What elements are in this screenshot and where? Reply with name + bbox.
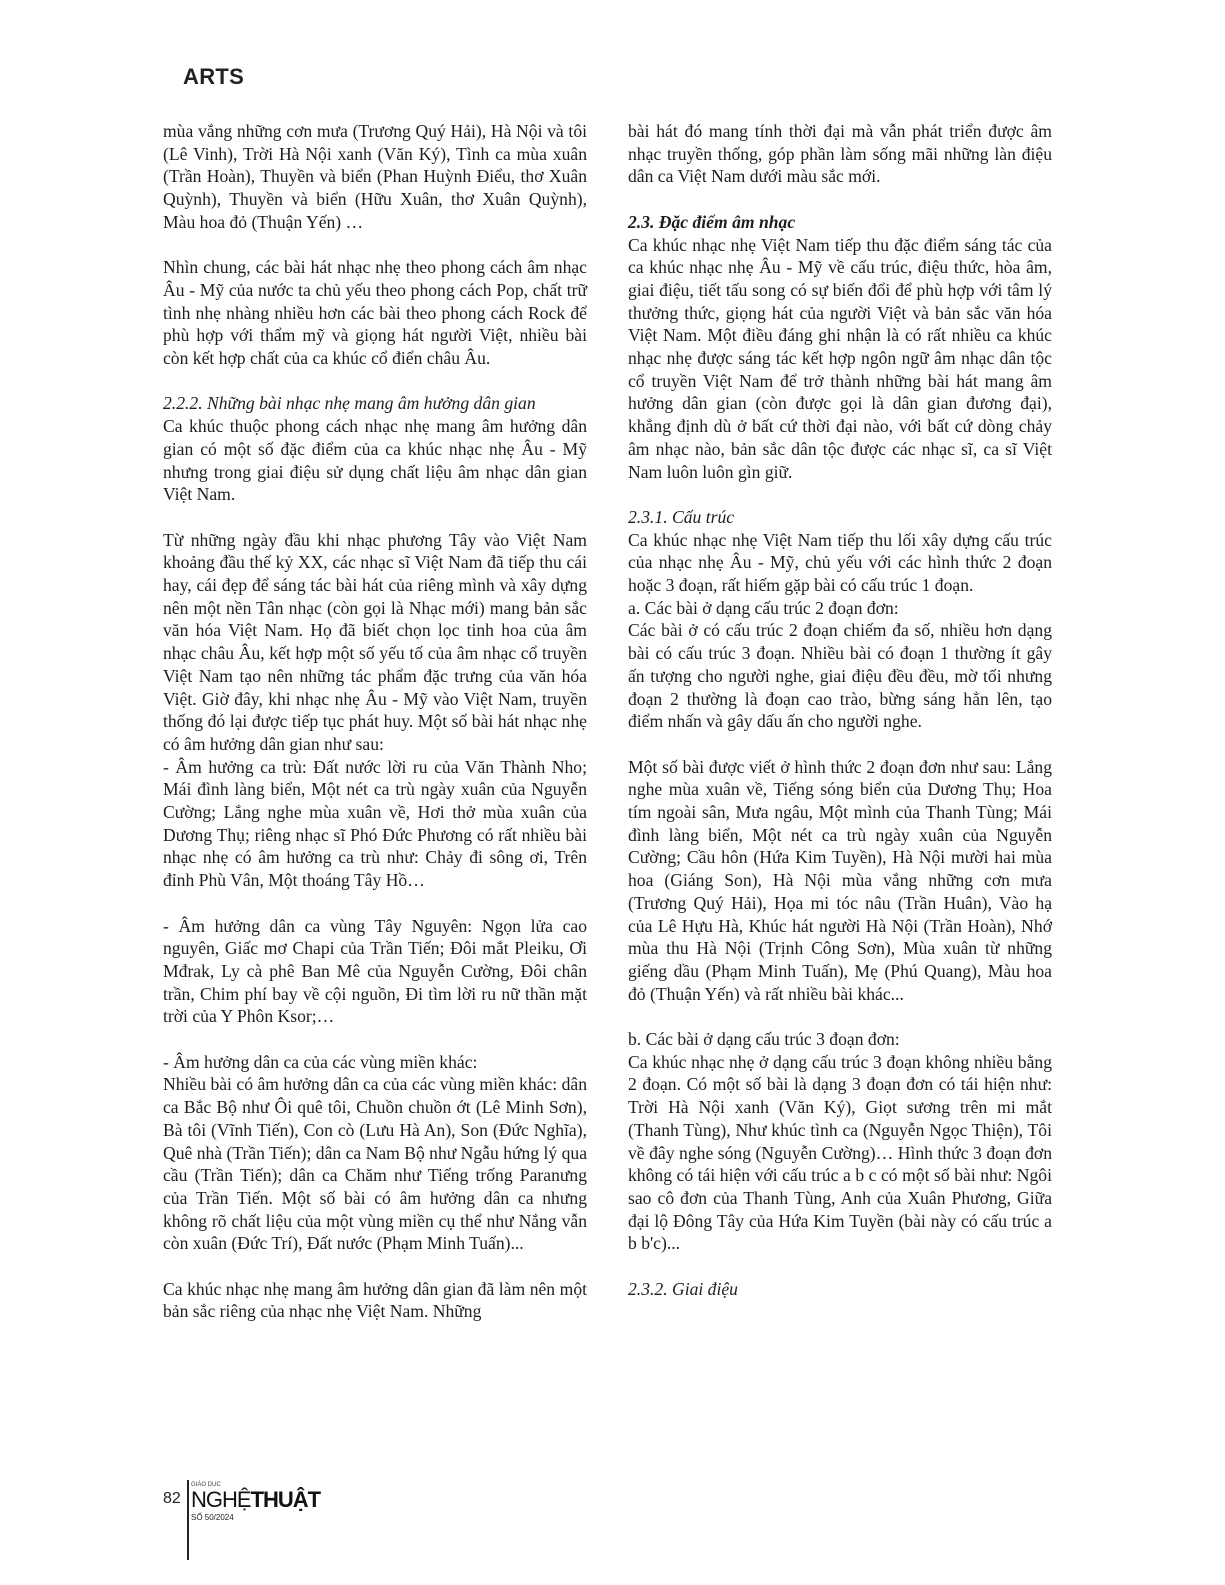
paragraph: Ca khúc nhạc nhẹ mang âm hưởng dân gian đã làm nên một bản sắc riêng của nhạc nhẹ Việt Nam. Những [163,1278,587,1322]
paragraph: Nhìn chung, các bài hát nhạc nhẹ theo phong cách âm nhạc Âu - Mỹ của nước ta chủ yếu theo phong cách Pop, chất trữ tình nhẹ nhàng nhiều hơn các bài theo phong cách Rock để phù hợp với thẩm mỹ và giọng hát người Việt, nhiều bài còn kết hợp chất của ca khúc cổ điển châu Âu. [163,257,587,369]
paragraph: Ca khúc thuộc phong cách nhạc nhẹ mang âm hưởng dân gian có một số đặc điểm của ca khúc nhạc nhẹ Âu - Mỹ nhưng trong giai điệu sử dụng chất liệu âm nhạc dân gian Việt Nam. [163,416,587,505]
magazine-small-text: GIÁO DỤC [191,1482,221,1488]
paragraph: bài hát đó mang tính thời đại mà vẫn phát triển được âm nhạc truyền thống, góp phần làm sống mãi những làn điệu dân ca Việt Nam dưới màu sắc mới. [628,121,1052,187]
left-column [163,120,587,1346]
paragraph: Ca khúc nhạc nhẹ Việt Nam tiếp thu đặc điểm sáng tác của ca khúc nhạc nhẹ Âu - Mỹ về cấu trúc, điệu thức, hòa âm, giai điệu, tiết tấu song có sự biến đổi để phù hợp với tâm lý thưởng thức, giọng hát của người Việt và bản sắc văn hóa Việt Nam. Một điều đáng ghi nhận là có rất nhiều ca khúc nhạc nhẹ được sáng tác kết hợp ngôn ngữ âm nhạc dân tộc cổ truyền Việt Nam để trở thành những bài hát mang âm hưởng dân gian (còn được gọi là dân gian đương đại), khẳng định dù ở bất cứ thời đại nào, với bất cứ dòng chảy âm nhạc nào, bản sắc dân tộc được các nhạc sĩ, ca sĩ Việt Nam luôn luôn gìn giữ. [628,234,1052,482]
paragraph: a. Các bài ở dạng cấu trúc 2 đoạn đơn: [628,597,899,618]
magazine-logo [191,1482,331,1522]
paragraph: Ca khúc nhạc nhẹ ở dạng cấu trúc 3 đoạn không nhiều bằng 2 đoạn. Có một số bài là dạng 3 đoạn đơn có tái hiện như: Trời Hà Nội xanh (Văn Ký), Giọt sương trên mi mắt (Thanh Tùng), Như khúc tình ca (Nguyễn Ngọc Thiện), Tôi về đây nghe sóng (Nguyễn Cường)… Hình thức 3 đoạn đơn không có tái hiện với cấu trúc a b c có một số bài như: Ngôi sao cô đơn của Thanh Tùng, Anh của Xuân Phương, Giữa đại lộ Đông Tây của Hứa Kim Tuyền (bài này có cấu trúc a b b'c)... [628,1051,1052,1254]
magazine-title-part2: THUẬT [250,1487,321,1512]
issue-number: SỐ 50/2024 [191,1513,234,1522]
paragraph: - Âm hưởng ca trù: Đất nước lời ru của Văn Thành Nho; Mái đình làng biển, Một nét ca trù ngày xuân của Nguyễn Cường; Lắng nghe mùa xuân về, Hơi thở mùa xuân của Dương Thụ; riêng nhạc sĩ Phó Đức Phương có rất nhiều bài nhạc nhẹ có âm hưởng ca trù như: Chảy đi sông ơi, Trên đỉnh Phù Vân, Một thoáng Tây Hồ… [163,756,587,891]
paragraph: Ca khúc nhạc nhẹ Việt Nam tiếp thu lối xây dựng cấu trúc của nhạc nhẹ Âu - Mỹ, chủ yếu với các hình thức 2 đoạn hoặc 3 đoạn, rất hiếm gặp bài có cấu trúc 1 đoạn. [628,529,1052,596]
right-column [628,120,1052,1300]
section-label: ARTS [183,64,245,89]
subsection-heading: 2.3.1. Cấu trúc [628,506,735,527]
paragraph: Các bài ở có cấu trúc 2 đoạn chiếm đa số, nhiều hơn dạng bài có cấu trúc 3 đoạn. Nhiều bài có đoạn 1 thường ít gây ấn tượng cho người nghe, giai điệu đều đều, mờ tối nhưng đoạn 2 thường là đoạn cao trào, bừng sáng hẳn lên, tạo điểm nhấn và gây dấu ấn cho người nghe. [628,620,1052,732]
page-number: 82 [163,1490,181,1507]
magazine-title [191,1489,331,1511]
paragraph: Một số bài được viết ở hình thức 2 đoạn đơn như sau: Lắng nghe mùa xuân về, Tiếng sóng biển của Dương Thụ; Hoa tím ngoài sân, Mưa ngâu, Một mình của Thanh Tùng; Mái đình làng biển, Một nét ca trù ngày xuân của Nguyễn Cường; Cầu hôn (Hứa Kim Tuyền), Hà Nội mười hai mùa hoa (Giáng Son), Hà Nội mùa vắng những cơn mưa (Trương Quý Hải), Họa mi tóc nâu (Trần Huân), Vào hạ của Lê Hựu Hà, Khúc hát người Hà Nội (Trần Hoàn), Nhớ mùa thu Hà Nội (Trịnh Công Sơn), Mùa xuân từ những giếng dầu (Phạm Minh Tuấn), Mẹ (Phú Quang), Màu hoa đỏ (Thuận Yến) và rất nhiều bài khác... [628,756,1052,1004]
paragraph: b. Các bài ở dạng cấu trúc 3 đoạn đơn: [628,1029,900,1050]
magazine-title-part1: NGHỆ [191,1487,251,1512]
footer-divider [187,1480,189,1560]
section-heading: 2.3. Đặc điểm âm nhạc [628,211,796,232]
paragraph: - Âm hưởng dân ca của các vùng miền khác: [163,1051,478,1072]
paragraph: mùa vắng những cơn mưa (Trương Quý Hải), Hà Nội và tôi (Lê Vinh), Trời Hà Nội xanh (Văn Ký), Tình ca mùa xuân (Trần Hoàn), Thuyền và biển (Phan Huỳnh Điểu, thơ Xuân Quỳnh), Thuyền và biển (Hữu Xuân, thơ Xuân Quỳnh), Màu hoa đỏ (Thuận Yến) … [163,121,587,232]
subsection-heading: 2.3.2. Giai điệu [628,1278,738,1299]
paragraph: Nhiều bài có âm hưởng dân ca của các vùng miền khác: dân ca Bắc Bộ như Ôi quê tôi, Chuồn chuồn ớt (Lê Minh Sơn), Bà tôi (Vĩnh Tiến), Con cò (Lưu Hà An), Son (Đức Nghĩa), Quê nhà (Trần Tiến); dân ca Nam Bộ như Ngẫu hứng lý qua cầu (Trần Tiến); dân ca Chăm như Tiếng trống Paranưng của Trần Tiến. Một số bài có âm hưởng dân ca nhưng không rõ chất liệu của một vùng miền cụ thể như Nắng vẫn còn xuân (Đức Trí), Đất nước (Phạm Minh Tuấn)... [163,1074,588,1254]
paragraph: - Âm hưởng dân ca vùng Tây Nguyên: Ngọn lửa cao nguyên, Giấc mơ Chapi của Trần Tiến; Đôi mắt Pleiku, Ơi Mđrak, Ly cà phê Ban Mê của Nguyễn Cường, Đôi chân trần, Chim phí bay về cội nguồn, Đi tìm lời ru nữ thần mặt trời của Y Phôn Ksor;… [163,915,587,1027]
subsection-heading: 2.2.2. Những bài nhạc nhẹ mang âm hưởng dân gian [163,393,536,414]
paragraph: Từ những ngày đầu khi nhạc phương Tây vào Việt Nam khoảng đầu thế kỷ XX, các nhạc sĩ Việt Nam đã tiếp thu cái hay, cái đẹp để sáng tác bài hát của riêng mình và xây dựng nên một nền Tân nhạc (còn gọi là Nhạc mới) mang bản sắc văn hóa Việt Nam. Họ đã biết chọn lọc tinh hoa của âm nhạc châu Âu, kết hợp một số yếu tố của âm nhạc cổ truyền Việt Nam tạo nên những tác phẩm đặc trưng của văn hóa Việt. Giờ đây, khi nhạc nhẹ Âu - Mỹ vào Việt Nam, truyền thống đó lại được tiếp tục phát huy. Một số bài hát nhạc nhẹ có âm hưởng dân gian như sau: [163,529,587,754]
